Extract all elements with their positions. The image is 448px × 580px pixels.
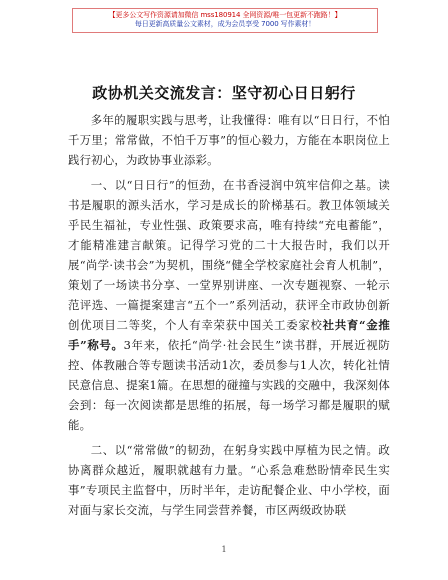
section-1-text: 一、以“日日行”的恒劲，在书香浸润中筑牢信仰之基。读书是履职的源头活水，学习是成长的阶梯基石。教卫体领域关乎民生福祉，专业性强、政策要求高，唯有持续“充电蓄能”，才能精准建言献策。记得学习党的二十大报告时，我们以开展“尚学·读书会”为契机，围绕“健全学校家庭社会育人机制”，策划了一场读书分享、一堂界别讲座、一次专题视察、一轮示范评选、一篇提案建言“五个一”系列活动，获评全市政协创新创优项目二等奖，个人有幸荣获中国关工委家校 — [68, 178, 390, 332]
banner-line-1: 【更多公文写作资源请加微信 mss180914 全网资源/唯一包更新不跑路！】 — [108, 11, 342, 19]
paragraph-section-1 — [68, 175, 390, 435]
paragraph-section-2: 二、以“常常做”的韧劲，在躬身实践中厚植为民之情。政协离群众越近，履职就越有力量。“心系急难愁盼情牵民生实事”专项民主监督中，历时半年，走访配餐企业、中小学校，面对面与家长交流，与学生同尝营养餐，市区两级政协联 — [68, 443, 390, 517]
document-body — [68, 110, 390, 525]
document-title: 政协机关交流发言：坚守初心日日躬行 — [92, 84, 356, 102]
banner-line-2: 每日更新高质量公文素材，成为会员享受 7000 写作素材！ — [134, 20, 316, 28]
page-number: 1 — [221, 545, 227, 554]
section-1-rest-text: 3年来，依托“尚学·社会民生”读书群，开展近视防控、体教融合等专题读书活动1次，委员参与1人次，转化社情民意信息、提案1篇。在思想的碰撞与实践的交融中，我深刻体会到：每一次阅读都是思维的拓展，每一场学习都是履职的赋能。 — [68, 338, 390, 432]
section-1-bold-text: 社共育“金推手”称号。 — [68, 318, 390, 352]
paragraph-intro: 多年的履职实践与思考，让我懂得：唯有以“日日行，不怕千万里；常常做，不怕千万事”的恒心毅力，方能在本职岗位上践行初心，为政协事业添彩。 — [68, 113, 390, 167]
header-banner — [72, 8, 378, 33]
